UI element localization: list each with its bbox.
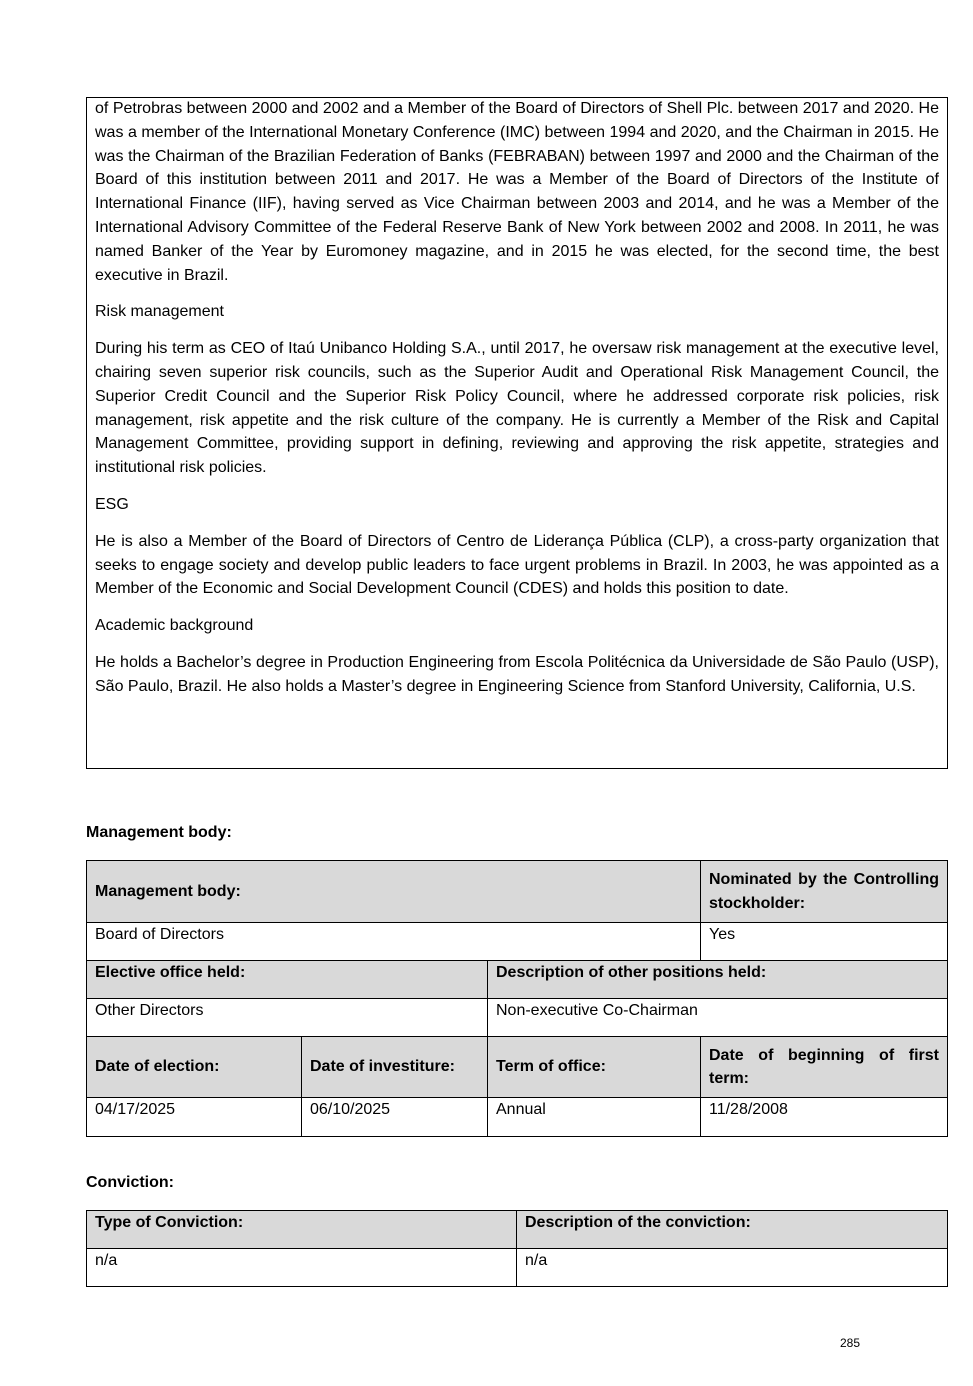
conviction-description-value: n/a [517,1249,948,1287]
bio-paragraph: He is also a Member of the Board of Directors of Centro de Liderança Pública (CLP), a cross-party organization that seeks to engage society and develop public leaders to face urgent problems in Brazil. In 2003, he was appointed as a Member of the Economic and Social Development Council (CDES) and holds this position to date. [95,532,939,598]
bio-paragraph: During his term as CEO of Itaú Unibanco Holding S.A., until 2017, he oversaw risk management at the executive level, chairing seven superior risk councils, such as the Superior Audit and Operational Risk Management Council, the Superior Credit Council and the Superior Risk Policy Council, where he addressed corporate risk policies, risk management, risk appetite and the risk culture of the company. He is currently a Member of the Risk and Capital Management Committee, providing support in defining, reviewing and approving the risk appetite, strategies and institutional risk policies. [95,340,939,477]
conviction-description-header: Description of the conviction: [517,1211,948,1249]
academic-heading: Academic background [95,617,254,635]
term-of-office-value: Annual [488,1098,701,1137]
risk-management-heading: Risk management [95,303,224,321]
biography-box [86,97,948,769]
management-table [86,860,948,1137]
conviction-table [86,1210,948,1287]
other-positions-header: Description of other positions held: [488,961,948,999]
first-term-value: 11/28/2008 [701,1098,948,1137]
management-body-value: Board of Directors [87,923,701,961]
date-of-election-header: Date of election: [87,1037,302,1098]
esg-heading: ESG [95,495,129,513]
nominated-header: Nominated by the Controlling stockholder: [701,861,948,923]
bio-paragraph: of Petrobras between 2000 and 2002 and a Member of the Board of Directors of Shell Plc. between 2017 and 2020. He was a member of the International Monetary Conference (IMC) between 1994 and 2020, and the Chairman in 2015. He was the Chairman of the Brazilian Federation of Banks (FEBRABAN) between 1997 and 2000 and the Chairman of the Board of this institution between 2011 and 2017. He was a Member of the Board of Directors of the Institute of International Finance (IIF), having served as Vice Chairman between 2003 and 2014, and he was a Member of the International Advisory Committee of the Federal Reserve Bank of New York between 2002 and 2008. In 2011, he was named Banker of the Year by Euromoney magazine, and in 2015 he was elected, for the second time, the best executive in Brazil. [95,100,939,284]
date-of-investiture-header: Date of investiture: [302,1037,488,1098]
conviction-type-header: Type of Conviction: [87,1211,517,1249]
term-of-office-header: Term of office: [488,1037,701,1098]
date-of-election-value: 04/17/2025 [87,1098,302,1137]
conviction-type-value: n/a [87,1249,517,1287]
management-section-title: Management body: [86,824,232,841]
date-of-investiture-value: 06/10/2025 [302,1098,488,1137]
nominated-value: Yes [701,923,948,961]
other-positions-value: Non-executive Co-Chairman [488,999,948,1037]
elective-office-value: Other Directors [87,999,488,1037]
page-number: 285 [840,1336,861,1350]
elective-office-header: Elective office held: [87,961,488,999]
management-body-header: Management body: [87,861,701,923]
bio-paragraph: He holds a Bachelor’s degree in Production Engineering from Escola Politécnica da Universidade de São Paulo (USP), São Paulo, Brazil. He also holds a Master’s degree in Engineering Science from Stanford University, California, U.S. [95,653,939,695]
first-term-header: Date of beginning of first term: [701,1037,948,1098]
conviction-section-title: Conviction: [86,1174,174,1191]
